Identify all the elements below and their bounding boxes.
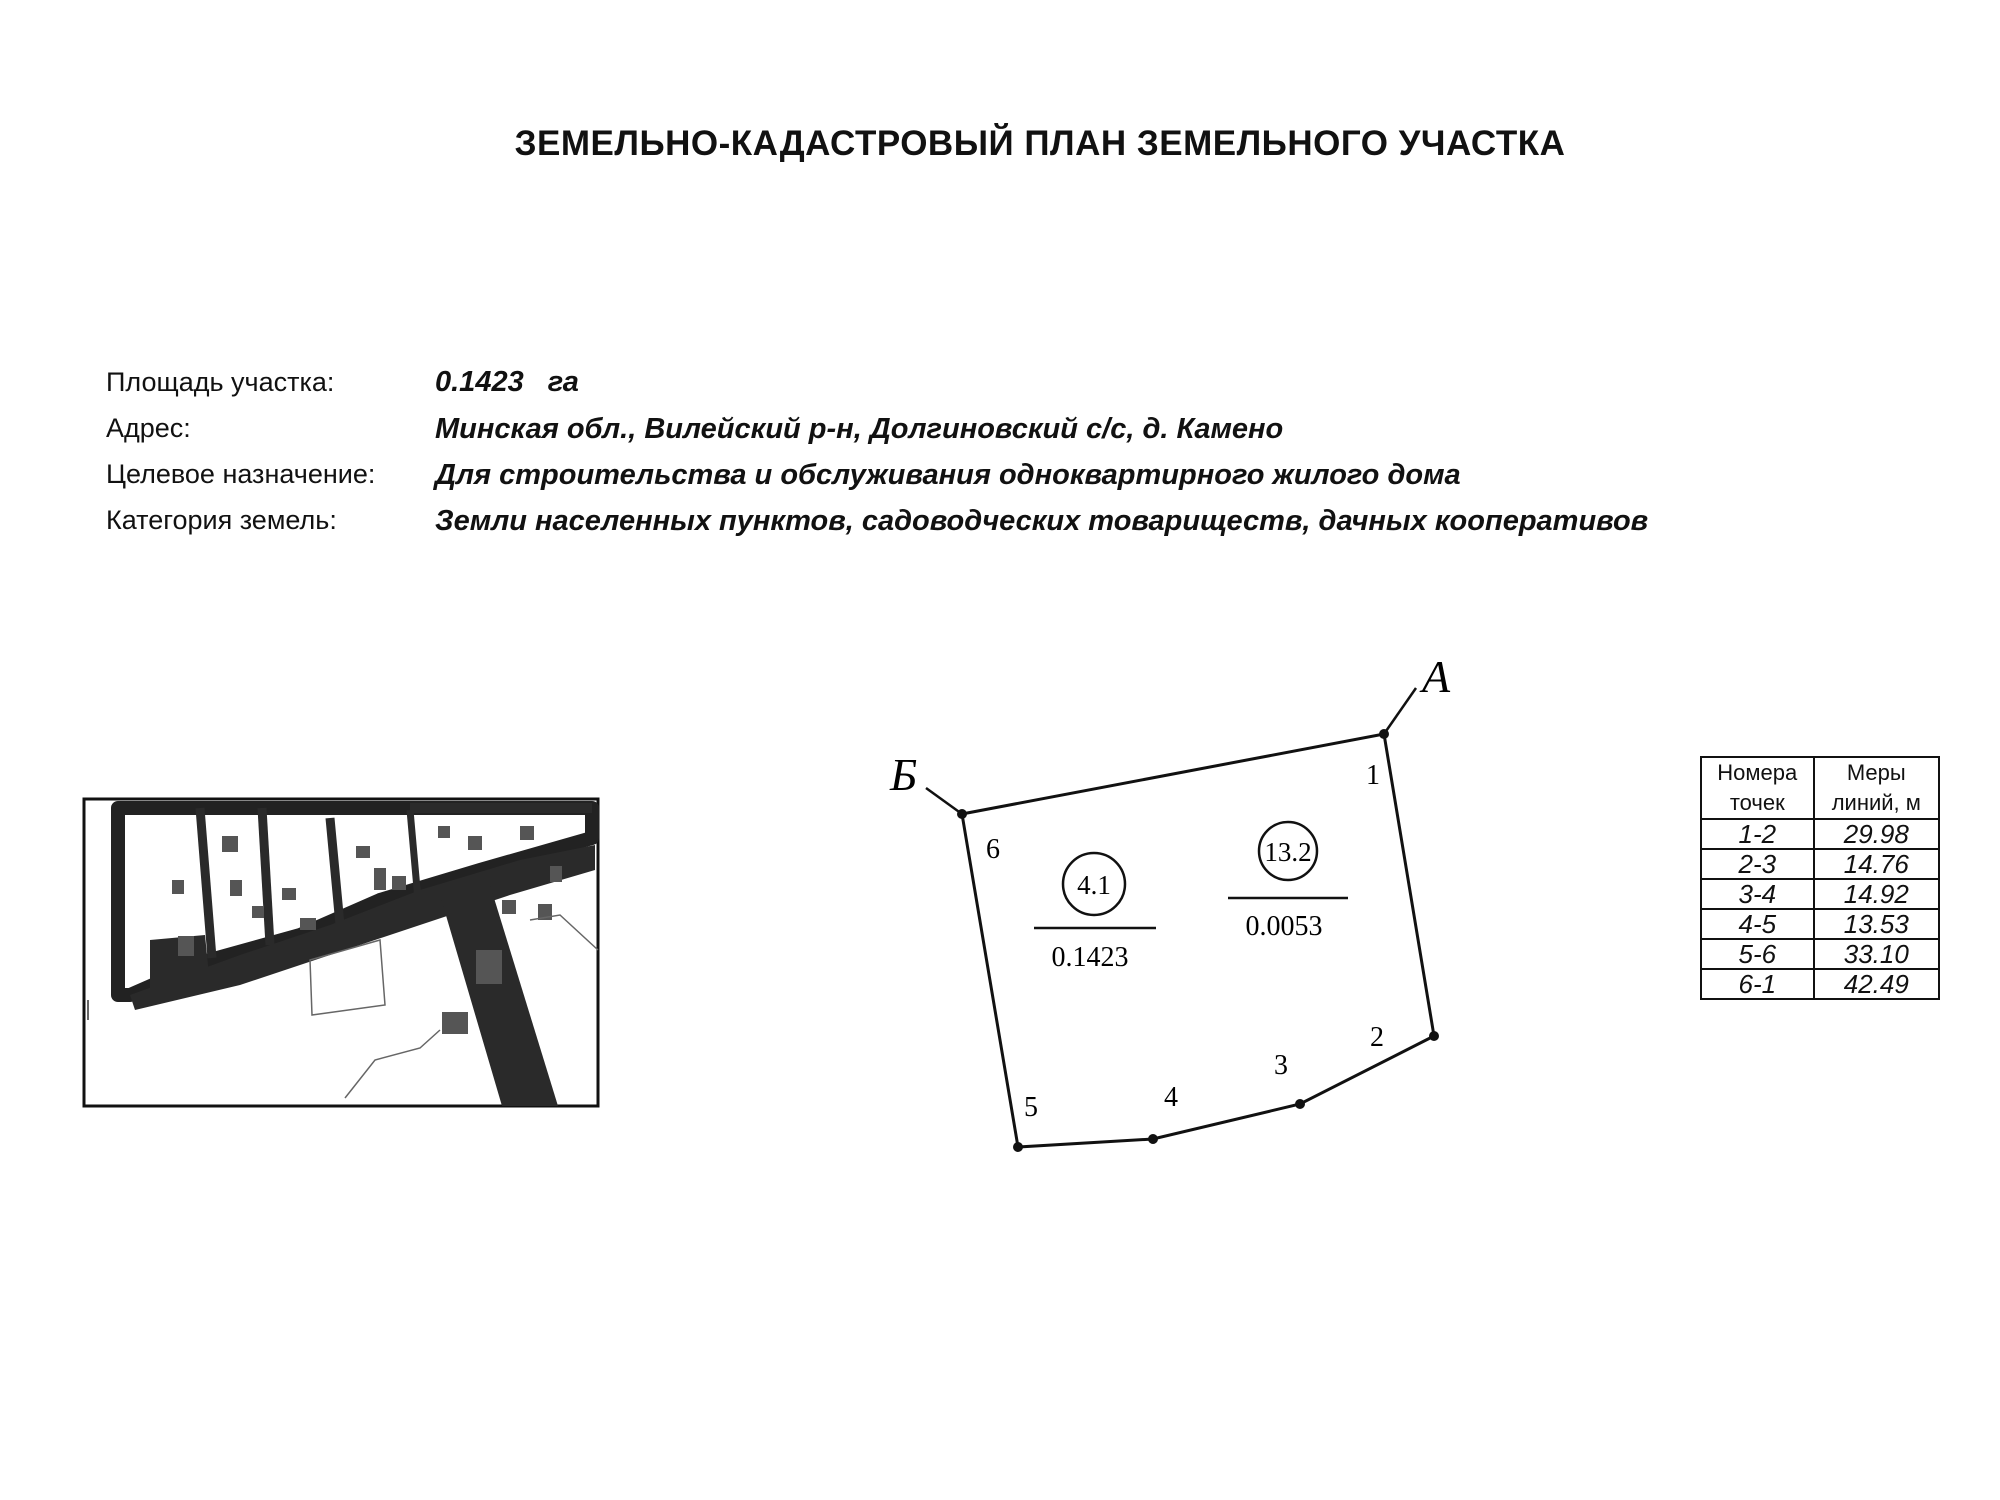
length-cell: 14.76 xyxy=(1814,849,1939,879)
point-label-2: 2 xyxy=(1370,1022,1384,1053)
area-unit: га xyxy=(547,366,579,398)
segment-cell: 4-5 xyxy=(1701,909,1814,939)
header-line-lengths-line1: Меры xyxy=(1846,760,1906,785)
length-cell: 42.49 xyxy=(1814,969,1939,999)
point-label-3: 3 xyxy=(1274,1050,1288,1081)
address-value: Минская обл., Вилейский р-н, Долгиновский с/с, д. Камено xyxy=(435,413,1284,445)
plot-sub-area: 0.0053 xyxy=(1245,911,1323,942)
location-map xyxy=(84,799,598,1106)
table-row xyxy=(1701,909,1939,939)
point-label-5: 5 xyxy=(1024,1092,1038,1123)
direction-b-leader xyxy=(926,788,962,814)
header-point-numbers xyxy=(1701,757,1814,819)
header-point-numbers-line1: Номера xyxy=(1717,760,1798,785)
direction-a-leader xyxy=(1384,688,1416,734)
point-label-6: 6 xyxy=(986,834,1000,865)
parcel xyxy=(926,688,1439,1152)
document-title: ЗЕМЕЛЬНО-КАДАСТРОВЫЙ ПЛАН ЗЕМЕЛЬНОГО УЧАСТКА xyxy=(514,124,1566,163)
table-row xyxy=(1701,969,1939,999)
category-label: Категория земель: xyxy=(106,505,337,535)
plot-main-code: 4.1 xyxy=(1077,870,1111,900)
segment-cell: 3-4 xyxy=(1701,879,1814,909)
segment-cell: 5-6 xyxy=(1701,939,1814,969)
table-row xyxy=(1701,819,1939,849)
length-cell: 29.98 xyxy=(1814,819,1939,849)
vertex-4-marker xyxy=(1148,1134,1158,1144)
direction-a-label: А xyxy=(1422,651,1451,702)
line-measures-table xyxy=(1700,756,1940,1000)
header-point-numbers-line2: точек xyxy=(1729,790,1785,815)
length-cell: 14.92 xyxy=(1814,879,1939,909)
table-row xyxy=(1701,939,1939,969)
plot-main-area: 0.1423 xyxy=(1051,942,1129,973)
length-cell: 33.10 xyxy=(1814,939,1939,969)
table-row xyxy=(1701,879,1939,909)
area-value: 0.1423 xyxy=(435,366,524,398)
plot-sub-code: 13.2 xyxy=(1264,837,1312,867)
table-row xyxy=(1701,849,1939,879)
category-value: Земли населенных пунктов, садоводческих товариществ, дачных кооперативов xyxy=(435,505,1649,537)
purpose-label: Целевое назначение: xyxy=(106,459,376,489)
address-label: Адрес: xyxy=(106,413,191,443)
header-line-lengths xyxy=(1814,757,1939,819)
segment-cell: 6-1 xyxy=(1701,969,1814,999)
vertex-5-marker xyxy=(1013,1142,1023,1152)
length-cell: 13.53 xyxy=(1814,909,1939,939)
purpose-value: Для строительства и обслуживания одноквартирного жилого дома xyxy=(435,459,1461,491)
point-label-1: 1 xyxy=(1366,760,1380,791)
point-label-4: 4 xyxy=(1164,1082,1178,1113)
header-line-lengths-line2: линий, м xyxy=(1831,790,1921,815)
table-header-row xyxy=(1701,757,1939,819)
vertex-3-marker xyxy=(1295,1099,1305,1109)
segment-cell: 1-2 xyxy=(1701,819,1814,849)
area-label: Площадь участка: xyxy=(106,367,335,397)
segment-cell: 2-3 xyxy=(1701,849,1814,879)
vertex-2-marker xyxy=(1429,1031,1439,1041)
direction-b-label: Б xyxy=(890,749,918,800)
